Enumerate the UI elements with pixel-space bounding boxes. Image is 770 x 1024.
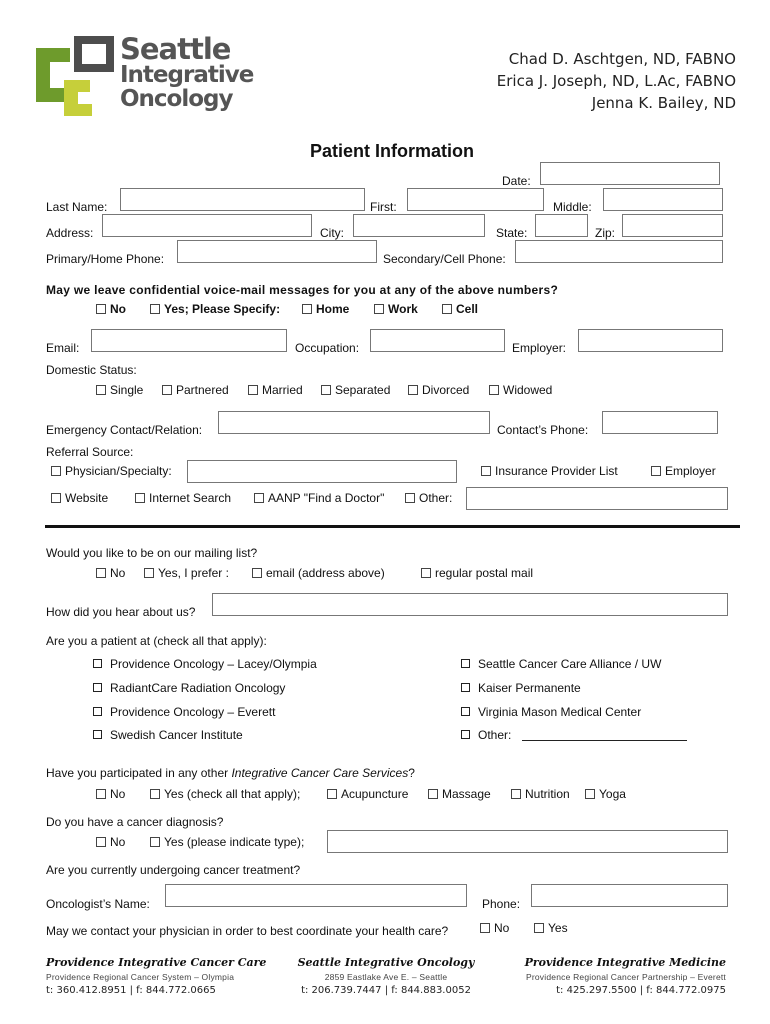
domestic-single[interactable]: Single <box>96 383 143 397</box>
checkbox-icon[interactable] <box>461 707 470 716</box>
referral-website[interactable]: Website <box>51 491 108 505</box>
checkbox-icon[interactable] <box>93 707 102 716</box>
domestic-partnered[interactable]: Partnered <box>162 383 229 397</box>
contact-physician-no[interactable]: No <box>480 921 509 935</box>
checkbox-icon[interactable] <box>96 837 106 847</box>
city-label: City: <box>320 226 344 240</box>
patient-at-other-line[interactable] <box>522 740 687 741</box>
logo <box>30 32 254 117</box>
mailing-question: Would you like to be on our mailing list? <box>46 546 258 560</box>
footer-left-phone: t: 360.412.8951 | f: 844.772.0665 <box>46 985 216 996</box>
checkbox-icon[interactable] <box>461 683 470 692</box>
checkbox-icon[interactable] <box>150 837 160 847</box>
services-question: Have you participated in any other Integrative Cancer Care Services? <box>46 766 415 780</box>
voicemail-yes[interactable]: Yes; Please Specify: <box>150 302 280 316</box>
domestic-widowed[interactable]: Widowed <box>489 383 552 397</box>
patient-at-left-2[interactable]: Providence Oncology – Everett <box>93 705 275 719</box>
services-nutrition[interactable]: Nutrition <box>511 787 570 801</box>
checkbox-icon[interactable] <box>651 466 661 476</box>
checkbox-icon[interactable] <box>405 493 415 503</box>
contacts-phone-label: Contact’s Phone: <box>497 423 589 437</box>
primary-phone-label: Primary/Home Phone: <box>46 252 165 266</box>
patient-at-right-2[interactable]: Virginia Mason Medical Center <box>461 705 641 719</box>
footer-left-name: Providence Integrative Cancer Care <box>46 956 267 969</box>
mailing-no[interactable]: No <box>96 566 125 580</box>
last-name-label: Last Name: <box>46 200 108 214</box>
secondary-phone-input[interactable] <box>515 240 723 263</box>
diagnosis-yes[interactable]: Yes (please indicate type); <box>150 835 304 849</box>
patient-at-left-3[interactable]: Swedish Cancer Institute <box>93 728 243 742</box>
domestic-divorced[interactable]: Divorced <box>408 383 469 397</box>
checkbox-icon[interactable] <box>408 385 418 395</box>
oncologist-phone-label: Phone: <box>482 897 521 911</box>
contact-physician-yes[interactable]: Yes <box>534 921 568 935</box>
checkbox-icon[interactable] <box>461 659 470 668</box>
mailing-postal[interactable]: regular postal mail <box>421 566 533 580</box>
zip-input[interactable] <box>622 214 723 237</box>
mailing-yes[interactable]: Yes, I prefer : <box>144 566 229 580</box>
first-name-label: First: <box>370 200 397 214</box>
footer-right-sub: Providence Regional Cancer Partnership – Everett <box>525 972 726 982</box>
logo-line3: Oncology <box>120 86 233 112</box>
checkbox-icon[interactable] <box>93 730 102 739</box>
diagnosis-no[interactable]: No <box>96 835 125 849</box>
checkbox-icon[interactable] <box>150 304 160 314</box>
patient-at-left-0[interactable]: Providence Oncology – Lacey/Olympia <box>93 657 317 671</box>
services-massage[interactable]: Massage <box>428 787 491 801</box>
services-acupuncture[interactable]: Acupuncture <box>327 787 408 801</box>
contacts-phone-input[interactable] <box>602 411 718 434</box>
checkbox-icon[interactable] <box>428 789 438 799</box>
checkbox-icon[interactable] <box>96 385 106 395</box>
services-yes[interactable]: Yes (check all that apply); <box>150 787 300 801</box>
mailing-email[interactable]: email (address above) <box>252 566 385 580</box>
employer-input[interactable] <box>578 329 723 352</box>
patient-at-right-1[interactable]: Kaiser Permanente <box>461 681 581 695</box>
diagnosis-type-input[interactable] <box>327 830 728 853</box>
checkbox-icon[interactable] <box>248 385 258 395</box>
doctor-2: Erica J. Joseph, ND, L.Ac, FABNO <box>496 72 736 90</box>
city-input[interactable] <box>353 214 485 237</box>
checkbox-icon[interactable] <box>421 568 431 578</box>
doctor-1: Chad D. Aschtgen, ND, FABNO <box>508 50 736 68</box>
checkbox-icon[interactable] <box>162 385 172 395</box>
referral-physician[interactable]: Physician/Specialty: <box>51 464 172 478</box>
footer-right-name: Providence Integrative Medicine <box>524 956 726 969</box>
occupation-input[interactable] <box>370 329 505 352</box>
patient-at-question: Are you a patient at (check all that apply): <box>46 634 267 648</box>
checkbox-icon[interactable] <box>96 789 106 799</box>
checkbox-icon[interactable] <box>96 568 106 578</box>
checkbox-icon[interactable] <box>96 304 106 314</box>
contact-physician-question: May we contact your physician in order to best coordinate your health care? <box>46 924 449 938</box>
referral-aanp[interactable]: AANP "Find a Doctor" <box>254 491 384 505</box>
referral-source-label: Referral Source: <box>46 445 134 459</box>
voicemail-cell[interactable]: Cell <box>442 302 478 316</box>
middle-name-label: Middle: <box>553 200 592 214</box>
patient-at-right-0[interactable]: Seattle Cancer Care Alliance / UW <box>461 657 661 671</box>
checkbox-icon[interactable] <box>374 304 384 314</box>
secondary-phone-label: Secondary/Cell Phone: <box>383 252 506 266</box>
oncologist-phone-input[interactable] <box>531 884 728 907</box>
treatment-question: Are you currently undergoing cancer treatment? <box>46 863 301 877</box>
primary-phone-input[interactable] <box>177 240 377 263</box>
diagnosis-question: Do you have a cancer diagnosis? <box>46 815 224 829</box>
voicemail-no[interactable]: No <box>96 302 126 316</box>
services-yoga[interactable]: Yoga <box>585 787 626 801</box>
patient-at-left-1[interactable]: RadiantCare Radiation Oncology <box>93 681 285 695</box>
checkbox-icon[interactable] <box>442 304 452 314</box>
referral-insurance[interactable]: Insurance Provider List <box>481 464 618 478</box>
logo-line2: Integrative <box>120 62 254 88</box>
footer-center-phone: t: 206.739.7447 | f: 844.883.0052 <box>301 985 471 996</box>
emergency-contact-input[interactable] <box>218 411 490 434</box>
checkbox-icon[interactable] <box>150 789 160 799</box>
occupation-label: Occupation: <box>295 341 360 355</box>
employer-label: Employer: <box>512 341 567 355</box>
voicemail-work[interactable]: Work <box>374 302 418 316</box>
address-label: Address: <box>46 226 94 240</box>
footer-left-sub: Providence Regional Cancer System – Olympia <box>46 972 235 982</box>
checkbox-icon[interactable] <box>144 568 154 578</box>
checkbox-icon[interactable] <box>302 304 312 314</box>
domestic-separated[interactable]: Separated <box>321 383 390 397</box>
email-label: Email: <box>46 341 80 355</box>
logo-line1: Seattle <box>120 32 231 66</box>
last-name-input[interactable] <box>120 188 365 211</box>
oncologist-name-input[interactable] <box>165 884 467 907</box>
emergency-contact-label: Emergency Contact/Relation: <box>46 423 203 437</box>
checkbox-icon[interactable] <box>51 493 61 503</box>
state-input[interactable] <box>535 214 588 237</box>
checkbox-icon[interactable] <box>480 923 490 933</box>
checkbox-icon[interactable] <box>585 789 595 799</box>
checkbox-icon[interactable] <box>481 466 491 476</box>
zip-label: Zip: <box>595 226 616 240</box>
referral-other-input[interactable] <box>466 487 728 510</box>
referral-other[interactable]: Other: <box>405 491 452 505</box>
physician-specialty-input[interactable] <box>187 460 457 483</box>
checkbox-icon[interactable] <box>327 789 337 799</box>
voicemail-question: May we leave confidential voice-mail messages for you at any of the above numbers? <box>46 283 559 297</box>
checkbox-icon[interactable] <box>252 568 262 578</box>
checkbox-icon[interactable] <box>51 466 61 476</box>
checkbox-icon[interactable] <box>135 493 145 503</box>
first-name-input[interactable] <box>407 188 544 211</box>
hear-about-input[interactable] <box>212 593 728 616</box>
referral-employer[interactable]: Employer <box>651 464 716 478</box>
footer-right-phone: t: 425.297.5500 | f: 844.772.0975 <box>556 985 726 996</box>
page-title: Patient Information <box>309 141 474 161</box>
referral-internet-search[interactable]: Internet Search <box>135 491 231 505</box>
checkbox-icon[interactable] <box>511 789 521 799</box>
checkbox-icon[interactable] <box>489 385 499 395</box>
date-label: Date: <box>502 174 531 188</box>
footer-center-sub: 2859 Eastlake Ave E. – Seattle <box>324 972 448 982</box>
date-input[interactable] <box>540 162 720 185</box>
voicemail-home[interactable]: Home <box>302 302 349 316</box>
doctor-3: Jenna K. Bailey, ND <box>591 94 736 112</box>
address-input[interactable] <box>102 214 312 237</box>
state-label: State: <box>496 226 528 240</box>
checkbox-icon[interactable] <box>461 730 470 739</box>
patient-at-right-3[interactable]: Other: <box>461 728 511 742</box>
section-divider <box>45 525 740 528</box>
oncologist-name-label: Oncologist’s Name: <box>46 897 150 911</box>
footer-center-name: Seattle Integrative Oncology <box>297 956 475 969</box>
checkbox-icon[interactable] <box>254 493 264 503</box>
hear-about-label: How did you hear about us? <box>46 605 196 619</box>
checkbox-icon[interactable] <box>534 923 544 933</box>
logo-mark-icon <box>30 32 120 117</box>
email-input[interactable] <box>91 329 287 352</box>
checkbox-icon[interactable] <box>93 659 102 668</box>
checkbox-icon[interactable] <box>93 683 102 692</box>
middle-name-input[interactable] <box>603 188 723 211</box>
domestic-status-label: Domestic Status: <box>46 363 137 377</box>
checkbox-icon[interactable] <box>321 385 331 395</box>
domestic-married[interactable]: Married <box>248 383 303 397</box>
services-no[interactable]: No <box>96 787 125 801</box>
